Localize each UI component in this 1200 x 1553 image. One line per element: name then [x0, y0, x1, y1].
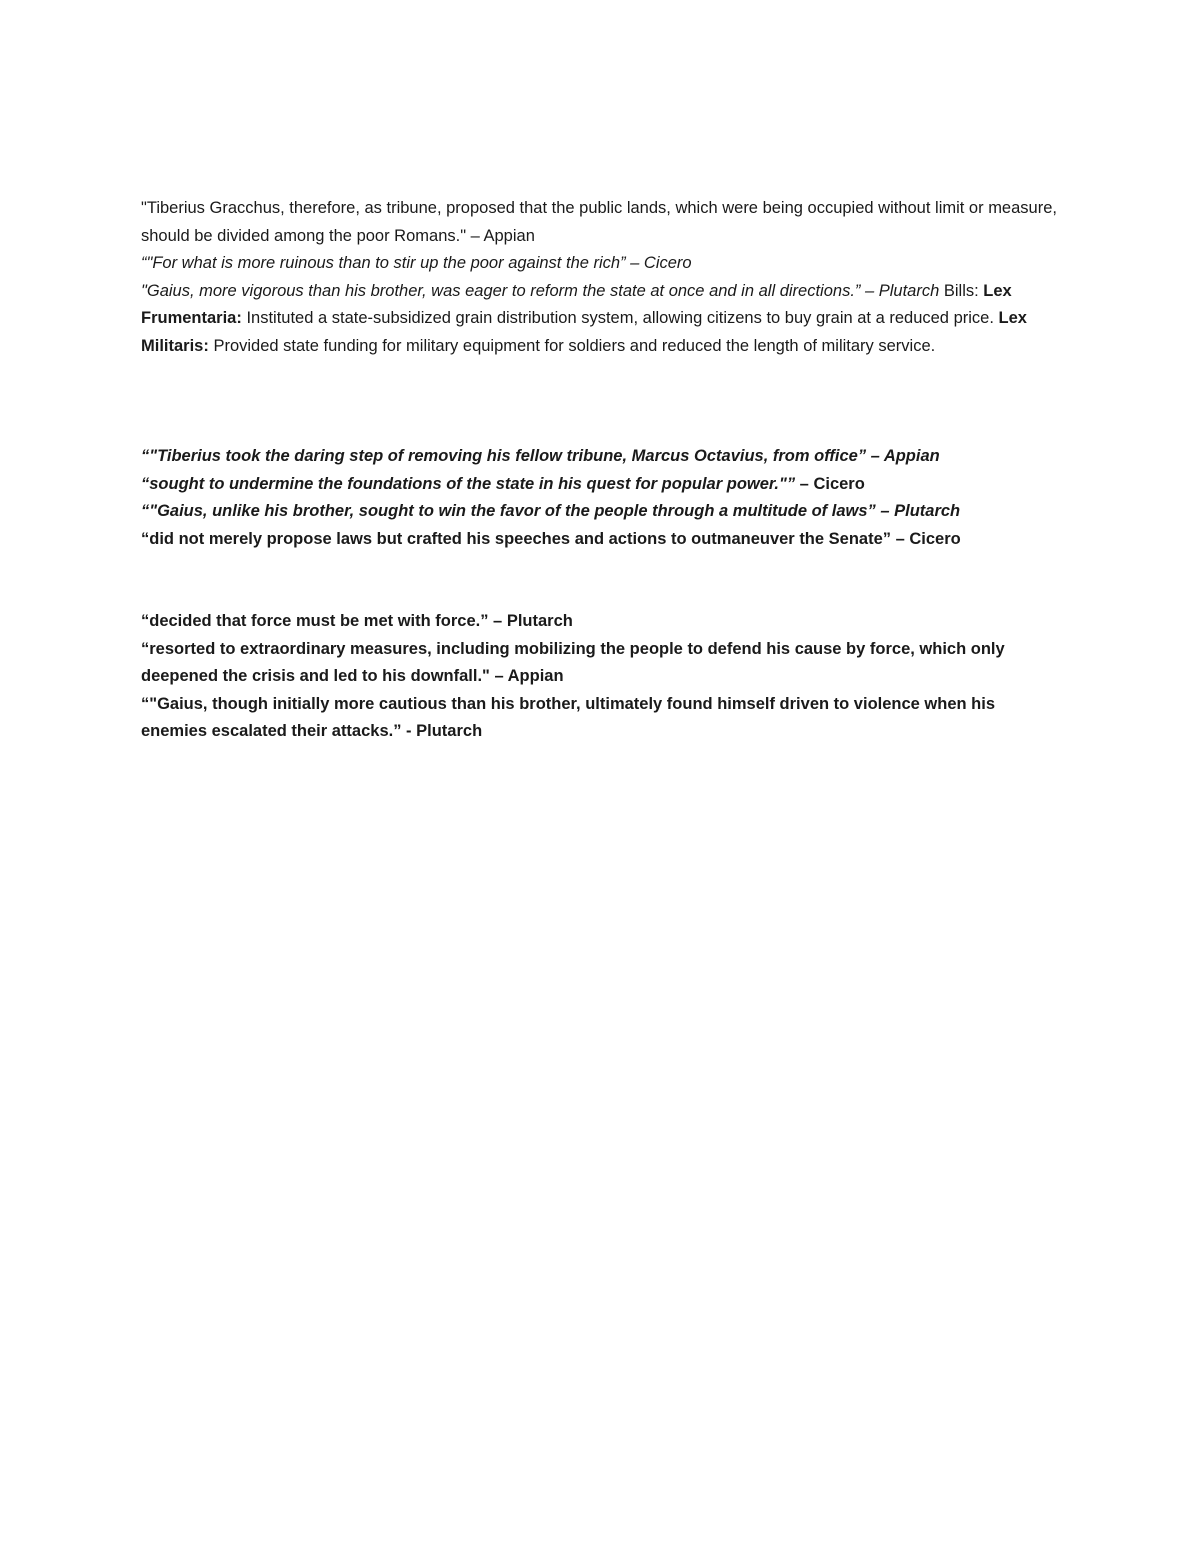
- notes-section-2: [141, 443, 1061, 553]
- plutarch-laws-quote: “"Gaius, unlike his brother, sought to win the favor of the people through a multitude of laws” – Plutarch: [141, 502, 961, 521]
- appian-octavius-quote: “"Tiberius took the daring step of removing his fellow tribune, Marcus Octavius, from office” – Appian: [141, 447, 940, 465]
- lex-militaris-text: Provided state funding for military equipment for soldiers and reduced the length of military service.: [208, 336, 936, 355]
- cicero-ruinous-quote: “"For what is more ruinous than to stir up the poor against the rich” – Cicero: [141, 254, 692, 273]
- cicero-senate-quote: “did not merely propose laws but crafted his speeches and actions to outmaneuver the Senate” – Cicero: [141, 529, 961, 548]
- notes-section-3: [141, 608, 1061, 746]
- cicero-undermine-line: [141, 471, 1061, 499]
- notes-section-1: [141, 195, 1061, 361]
- plutarch-vigorous-quote: "Gaius, more vigorous than his brother, was eager to reform the state at once and in all directions.” – Plutarch: [141, 281, 940, 300]
- appian-measures-quote: “resorted to extraordinary measures, including mobilizing the people to defend his cause by force, which only deepened the crisis and led to his downfall." – Appian: [141, 639, 1005, 686]
- plutarch-bills-paragraph: [141, 278, 1061, 361]
- cicero-undermine-quote: “sought to undermine the foundations of the state in his quest for popular power."”: [141, 474, 796, 493]
- plutarch-force-quote: “decided that force must be met with force.” – Plutarch: [141, 612, 573, 630]
- cicero-undermine-source: – Cicero: [795, 474, 865, 493]
- plutarch-violence-quote: “"Gaius, though initially more cautious than his brother, ultimately found himself driven to violence when his enemies escalated their attacks.” - Plutarch: [141, 694, 996, 741]
- lex-frumentaria-title: Lex Frumentaria:: [141, 281, 1012, 328]
- lex-frumentaria-text: Instituted a state-subsidized grain distribution system, allowing citizens to buy grain at a reduced price.: [241, 309, 999, 328]
- lex-militaris-title: Lex Militaris:: [141, 309, 1027, 355]
- appian-land-quote: "Tiberius Gracchus, therefore, as tribune, proposed that the public lands, which were being occupied without limit or measure, should be divided among the poor Romans." – Appian: [141, 199, 1057, 245]
- bills-label: Bills:: [939, 281, 979, 300]
